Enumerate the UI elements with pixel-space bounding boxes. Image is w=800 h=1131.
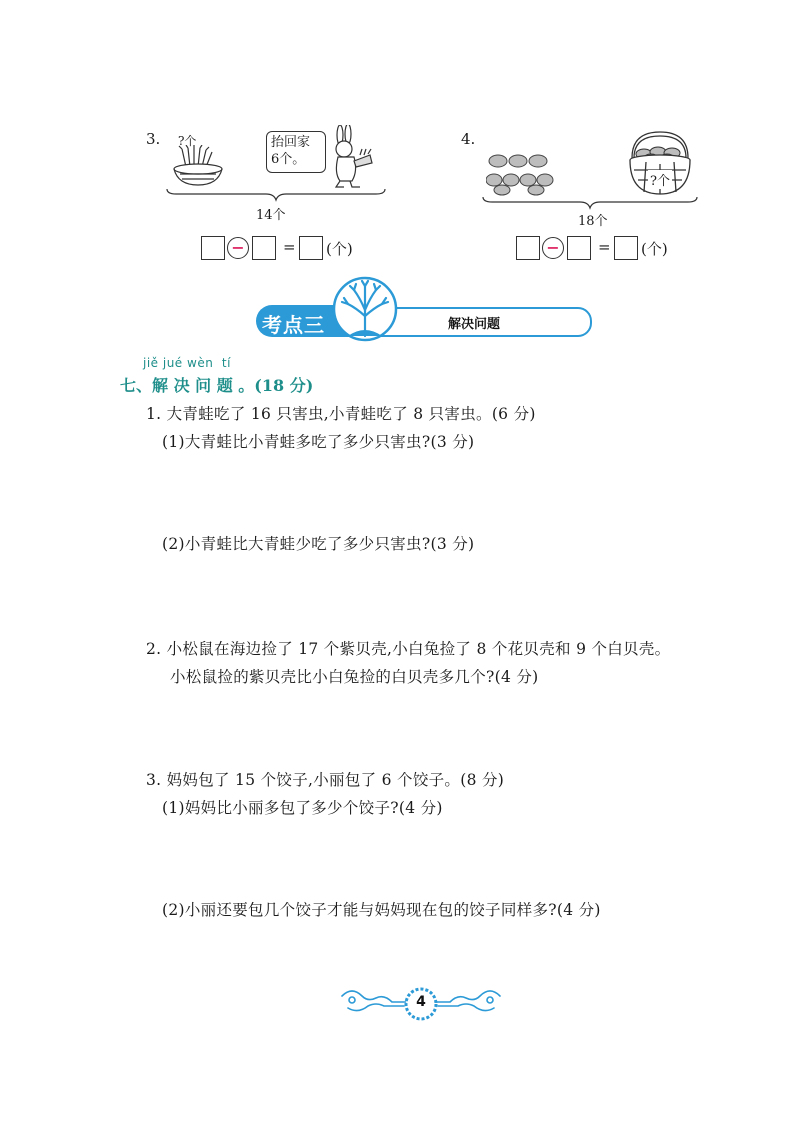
carrot-basket-icon bbox=[168, 145, 228, 187]
banner-subtitle: 解决问题 bbox=[448, 317, 501, 332]
problem3-picture bbox=[160, 125, 385, 195]
speech-line-1: 抬回家 bbox=[271, 135, 311, 150]
operator-circle[interactable]: − bbox=[542, 237, 564, 259]
equals-sign: = bbox=[283, 238, 296, 256]
question-1-part-1: (1)大青蛙比小青蛙多吃了多少只害虫?(3 分) bbox=[162, 433, 475, 451]
answer-box-2[interactable] bbox=[252, 236, 276, 260]
question-2-line-2: 小松鼠捡的紫贝壳比小白兔捡的白贝壳多几个?(4 分) bbox=[170, 668, 539, 686]
unit-label: (个) bbox=[326, 240, 353, 258]
section-title: 七、解 决 问 题 。(18 分) bbox=[120, 376, 314, 395]
question-2-line-1: 2. 小松鼠在海边捡了 17 个紫贝壳,小白兔捡了 8 个花贝壳和 9 个白贝壳。 bbox=[146, 640, 671, 658]
answer-box-1[interactable] bbox=[516, 236, 540, 260]
page-number: 4 bbox=[416, 994, 426, 1010]
problem4-number: 4. bbox=[461, 130, 476, 148]
section-banner bbox=[256, 272, 592, 342]
egg-basket-label: ?个 bbox=[648, 170, 672, 189]
rabbit-icon bbox=[326, 125, 376, 191]
answer-box-3[interactable] bbox=[299, 236, 323, 260]
unit-label: (个) bbox=[641, 240, 668, 258]
problem4-total: 18个 bbox=[578, 214, 608, 229]
eggs-group-icon bbox=[486, 150, 556, 196]
operator-circle[interactable]: − bbox=[227, 237, 249, 259]
answer-box-2[interactable] bbox=[567, 236, 591, 260]
speech-bubble bbox=[266, 131, 326, 173]
equals-sign: = bbox=[598, 238, 611, 256]
question-3: 3. 妈妈包了 15 个饺子,小丽包了 6 个饺子。(8 分) bbox=[146, 771, 505, 789]
answer-box-1[interactable] bbox=[201, 236, 225, 260]
answer-box-3[interactable] bbox=[614, 236, 638, 260]
question-1: 1. 大青蛙吃了 16 只害虫,小青蛙吃了 8 只害虫。(6 分) bbox=[146, 405, 536, 423]
section-pinyin: jiě jué wèn tí bbox=[143, 356, 231, 370]
problem4-brace bbox=[482, 196, 698, 210]
basket-label: ?个 bbox=[178, 134, 197, 148]
problem3-brace bbox=[166, 188, 386, 202]
problem3-number: 3. bbox=[146, 130, 161, 148]
page-footer bbox=[338, 978, 504, 1028]
banner-title: 考点三 bbox=[262, 313, 325, 337]
question-3-part-1: (1)妈妈比小丽多包了多少个饺子?(4 分) bbox=[162, 799, 443, 817]
speech-line-2: 6个。 bbox=[271, 152, 306, 167]
question-1-part-2: (2)小青蛙比大青蛙少吃了多少只害虫?(3 分) bbox=[162, 535, 475, 553]
question-3-part-2: (2)小丽还要包几个饺子才能与妈妈现在包的饺子同样多?(4 分) bbox=[162, 901, 601, 919]
tree-icon bbox=[332, 276, 398, 342]
problem3-total: 14个 bbox=[256, 208, 286, 223]
